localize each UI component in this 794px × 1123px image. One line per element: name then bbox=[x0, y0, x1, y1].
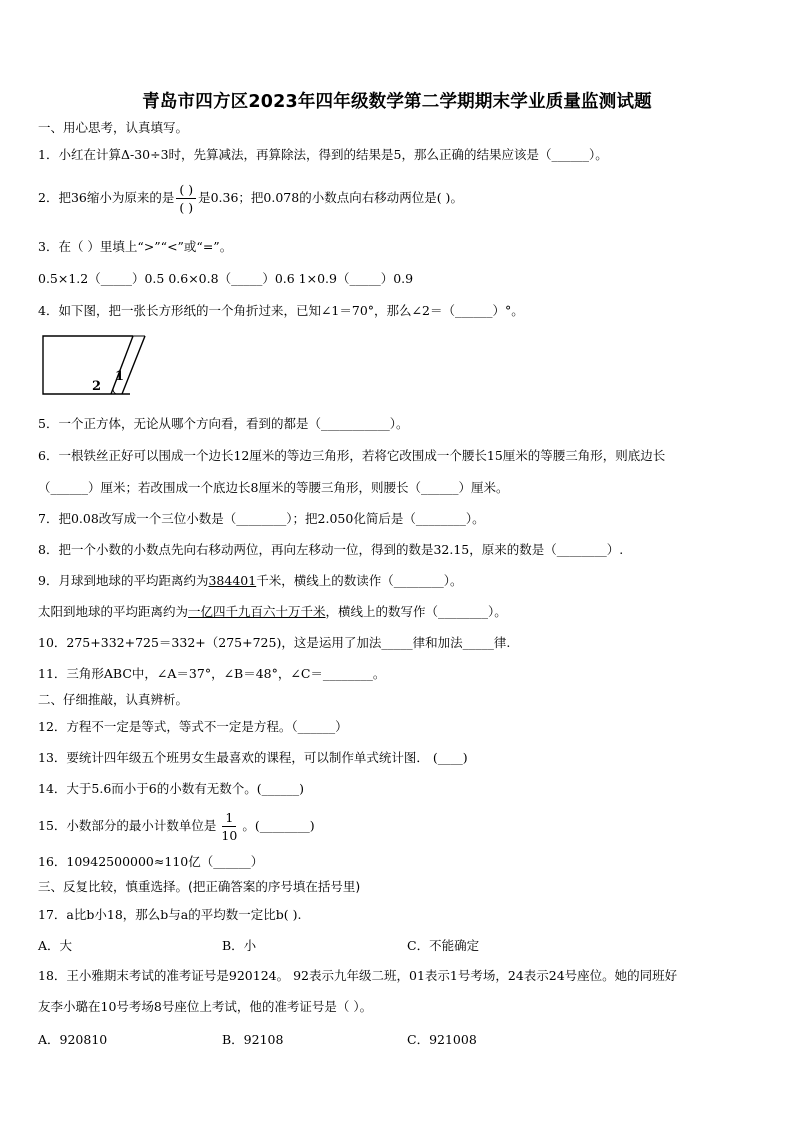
question-2-text-before: 2．把36缩小为原来的是 bbox=[38, 190, 175, 205]
question-9-line-2 bbox=[38, 603, 507, 621]
question-2-text-after: 是0.36；把0.078的小数点向右移动两位是( )。 bbox=[198, 190, 463, 205]
question-9a-underlined: 384401 bbox=[208, 573, 257, 588]
question-10: 10．275+332+725＝332+（275+725)，这是运用了加法_____律和加法_____律. bbox=[38, 635, 511, 650]
question-18-line-2: 友李小璐在10号考场8号座位上考试，他的准考证号是（ ）。 bbox=[38, 999, 373, 1014]
folded-rectangle-figure bbox=[40, 330, 150, 400]
question-6-line-1: 6．一根铁丝正好可以围成一个边长12厘米的等边三角形，若将它改围成一个腰长15厘米的等腰三角形，则底边长 bbox=[38, 448, 666, 463]
question-17-option-c: C．不能确定 bbox=[407, 938, 480, 953]
question-17: 17．a比b小18，那么b与a的平均数一定比b( ). bbox=[38, 907, 302, 922]
question-8: 8．把一个小数的小数点先向右移动两位，再向左移动一位，得到的数是32.15，原来的数是（________）. bbox=[38, 542, 624, 557]
fraction-denominator: 10 bbox=[221, 827, 238, 843]
question-17-option-b: B．小 bbox=[222, 938, 257, 953]
question-18-option-a: A．920810 bbox=[38, 1032, 108, 1047]
question-9b-text-before: 太阳到地球的平均距离约为 bbox=[38, 604, 189, 619]
question-5: 5．一个正方体，无论从哪个方向看，看到的都是（___________）。 bbox=[38, 416, 409, 431]
section-heading-2: 二、仔细推敲，认真辨析。 bbox=[38, 692, 189, 707]
question-16: 16．10942500000≈110亿（______） bbox=[38, 854, 264, 869]
question-15 bbox=[38, 806, 315, 846]
question-3-items: 0.5×1.2（_____）0.5 0.6×0.8（_____）0.6 1×0.9（_____）0.9 bbox=[38, 271, 414, 286]
question-7: 7．把0.08改写成一个三位小数是（________）；把2.050化简后是（________）。 bbox=[38, 511, 485, 526]
fraction-numerator: ( ) bbox=[176, 181, 196, 199]
angle-arc bbox=[113, 388, 116, 394]
question-9b-underlined: 一亿四千九百六十万千米 bbox=[188, 604, 326, 619]
fold-flap-edge bbox=[122, 336, 145, 394]
question-2-fraction bbox=[176, 181, 196, 216]
fraction-numerator: 1 bbox=[222, 809, 236, 827]
fold-line bbox=[111, 336, 133, 394]
fraction-denominator: ( ) bbox=[179, 199, 194, 215]
question-15-text-after: 。(________) bbox=[242, 818, 315, 833]
question-13: 13．要统计四年级五个班男女生最喜欢的课程，可以制作单式统计图． (____) bbox=[38, 750, 468, 765]
question-12: 12．方程不一定是等式，等式不一定是方程。（______） bbox=[38, 719, 348, 734]
question-9-line-1 bbox=[38, 572, 462, 590]
question-9b-text-after: ，横线上的数写作（________）。 bbox=[325, 604, 507, 619]
question-14: 14．大于5.6而小于6的小数有无数个。(______) bbox=[38, 781, 304, 796]
question-6-line-2: （______）厘米；若改围成一个底边长8厘米的等腰三角形，则腰长（______）厘米。 bbox=[38, 480, 509, 495]
question-1: 1．小红在计算Δ-30÷3时，先算减法，再算除法，得到的结果是5，那么正确的结果应该是（______）。 bbox=[38, 147, 608, 162]
question-18-line-1: 18．王小雅期末考试的准考证号是920124。 92表示九年级二班，01表示1号考场，24表示24号座位。她的同班好 bbox=[38, 968, 678, 983]
question-2 bbox=[38, 178, 463, 218]
angle-1-label: 1 bbox=[115, 369, 125, 384]
angle-2-label: 2 bbox=[92, 379, 102, 394]
question-15-text-before: 15．小数部分的最小计数单位是 bbox=[38, 818, 217, 833]
question-15-fraction bbox=[218, 809, 240, 844]
question-18-option-b: B．92108 bbox=[222, 1032, 284, 1047]
question-18-option-c: C．921008 bbox=[407, 1032, 477, 1047]
question-3: 3．在（ ）里填上“>”“<”或“=”。 bbox=[38, 239, 233, 254]
question-9a-text-after: 千米，横线上的数读作（________）。 bbox=[256, 573, 463, 588]
rectangle-outline bbox=[43, 336, 133, 394]
question-9a-text-before: 9．月球到地球的平均距离约为 bbox=[38, 573, 209, 588]
question-17-option-a: A．大 bbox=[38, 938, 73, 953]
question-11: 11．三角形ABC中，∠A＝37°，∠B＝48°，∠C＝________。 bbox=[38, 666, 386, 681]
section-heading-3: 三、反复比较，慎重选择。(把正确答案的序号填在括号里) bbox=[38, 879, 361, 894]
page-title: 青岛市四方区2023年四年级数学第二学期期末学业质量监测试题 bbox=[142, 92, 652, 112]
section-heading-1: 一、用心思考，认真填写。 bbox=[38, 120, 189, 135]
question-4: 4．如下图，把一张长方形纸的一个角折过来，已知∠1＝70°，那么∠2＝（______）°。 bbox=[38, 303, 524, 318]
